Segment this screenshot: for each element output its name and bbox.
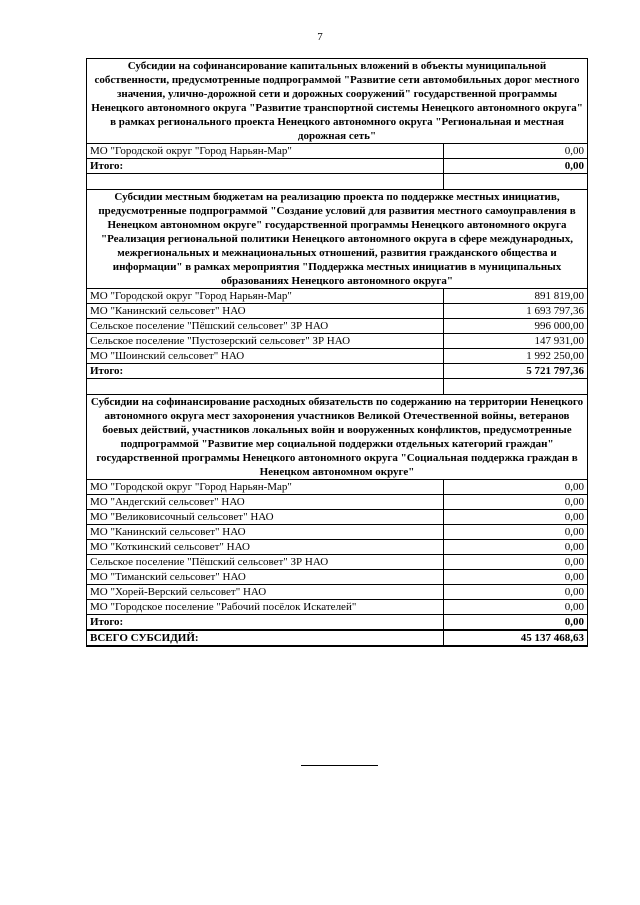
municipality-name: МО "Городской округ "Город Нарьян-Мар": [87, 144, 444, 159]
subsidy-amount: 0,00: [444, 495, 588, 510]
subsidy-amount: 891 819,00: [444, 289, 588, 304]
table-row: [87, 585, 588, 600]
subsidy-amount: 0,00: [444, 480, 588, 495]
section-total-row: [87, 159, 588, 174]
municipality-name: Сельское поселение "Пустозерский сельсовет" ЗР НАО: [87, 334, 444, 349]
table-row: [87, 525, 588, 540]
table-row: [87, 319, 588, 334]
subsidy-amount: 1 693 797,36: [444, 304, 588, 319]
table-row: [87, 304, 588, 319]
table-row: [87, 334, 588, 349]
municipality-name: Сельское поселение "Пёшский сельсовет" ЗР НАО: [87, 555, 444, 570]
total-amount: 5 721 797,36: [444, 364, 588, 379]
spacer-row: [87, 379, 588, 395]
section-heading-row: [87, 395, 588, 480]
subsidy-amount: 147 931,00: [444, 334, 588, 349]
section-total-row: [87, 364, 588, 379]
total-label: Итого:: [87, 615, 444, 631]
subsidy-amount: 0,00: [444, 525, 588, 540]
section-heading: Субсидии местным бюджетам на реализацию проекта по поддержке местных инициатив, предусмотренные подпрограммой "Создание условий для развития местного самоуправления в Ненецком автономном округе" государственной программы Ненецкого автономного округа "Реализация региональной политики Ненецкого автономного округа в сфере международных, межрегиональных и межнациональных отношений, развития гражданского общества и информации" в рамках мероприятия "Поддержка местных инициатив в муниципальных образованиях Ненецкого автономного округа": [87, 190, 588, 289]
subsidy-amount: 0,00: [444, 570, 588, 585]
subsidy-amount: 1 992 250,00: [444, 349, 588, 364]
table-row: [87, 570, 588, 585]
subsidy-amount: 0,00: [444, 510, 588, 525]
subsidy-amount: 0,00: [444, 585, 588, 600]
spacer-cell: [444, 174, 588, 190]
page-number: 7: [317, 31, 323, 43]
table-row: [87, 349, 588, 364]
municipality-name: МО "Городской округ "Город Нарьян-Мар": [87, 480, 444, 495]
total-label: Итого:: [87, 159, 444, 174]
municipality-name: МО "Городской округ "Город Нарьян-Мар": [87, 289, 444, 304]
municipality-name: МО "Канинский сельсовет" НАО: [87, 304, 444, 319]
municipality-name: МО "Андегский сельсовет" НАО: [87, 495, 444, 510]
municipality-name: МО "Великовисочный сельсовет" НАО: [87, 510, 444, 525]
total-amount: 0,00: [444, 159, 588, 174]
subsidy-amount: 0,00: [444, 540, 588, 555]
subsidy-amount: 0,00: [444, 600, 588, 615]
municipality-name: МО "Хорей-Верский сельсовет" НАО: [87, 585, 444, 600]
spacer-row: [87, 174, 588, 190]
section-heading: Субсидии на софинансирование капитальных вложений в объекты муниципальной собственности, предусмотренные подпрограммой "Развитие сети автомобильных дорог местного значения, улично-дорожной сети и дорожных сооружений" государственной программы Ненецкого автономного округа "Развитие транспортной системы Ненецкого автономного округа" в рамках регионального проекта Ненецкого автономного округа "Региональная и местная дорожная сеть": [87, 59, 588, 144]
municipality-name: МО "Канинский сельсовет" НАО: [87, 525, 444, 540]
section-heading-row: [87, 59, 588, 144]
grand-total-label: ВСЕГО СУБСИДИЙ:: [87, 630, 444, 646]
table-row: [87, 495, 588, 510]
subsidies-table: [86, 58, 588, 647]
section-heading: Субсидии на софинансирование расходных обязательств по содержанию на территории Ненецкого автономного округа мест захоронения участников Великой Отечественной войны, ветеранов боевых действий, участников локальных войн и вооруженных конфликтов, предусмотренные подпрограммой "Развитие мер социальной поддержки отдельных категорий граждан" государственной программы Ненецкого автономного округа "Социальная поддержка граждан в Ненецком автономном округе": [87, 395, 588, 480]
table-row: [87, 600, 588, 615]
municipality-name: МО "Шоинский сельсовет" НАО: [87, 349, 444, 364]
grand-total-row: [87, 630, 588, 646]
subsidy-amount: 0,00: [444, 144, 588, 159]
spacer-cell: [87, 379, 444, 395]
subsidy-amount: 0,00: [444, 555, 588, 570]
table-row: [87, 510, 588, 525]
section-total-row: [87, 615, 588, 631]
table-row: [87, 540, 588, 555]
spacer-cell: [444, 379, 588, 395]
closing-line: [301, 765, 378, 766]
spacer-cell: [87, 174, 444, 190]
table-row: [87, 555, 588, 570]
table-row: [87, 289, 588, 304]
municipality-name: МО "Коткинский сельсовет" НАО: [87, 540, 444, 555]
grand-total-amount: 45 137 468,63: [444, 630, 588, 646]
municipality-name: МО "Тиманский сельсовет" НАО: [87, 570, 444, 585]
total-label: Итого:: [87, 364, 444, 379]
table-row: [87, 480, 588, 495]
municipality-name: Сельское поселение "Пёшский сельсовет" ЗР НАО: [87, 319, 444, 334]
table-row: [87, 144, 588, 159]
total-amount: 0,00: [444, 615, 588, 631]
section-heading-row: [87, 190, 588, 289]
municipality-name: МО "Городское поселение "Рабочий посёлок Искателей": [87, 600, 444, 615]
subsidy-amount: 996 000,00: [444, 319, 588, 334]
